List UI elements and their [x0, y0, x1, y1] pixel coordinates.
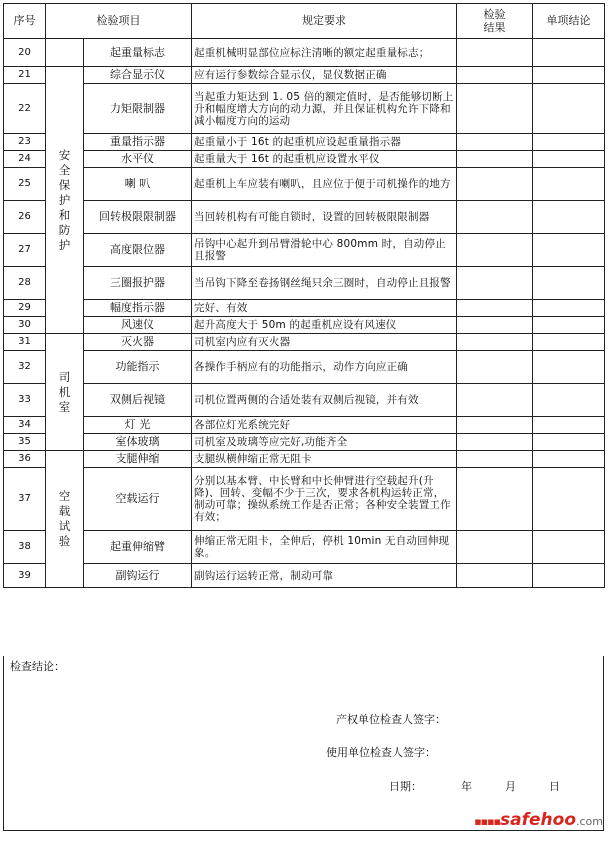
table-row [4, 84, 605, 134]
row-number: 38 [4, 531, 46, 564]
requirement-text: 司机室内应有灭火器 [192, 334, 457, 351]
table-row [4, 267, 605, 300]
group-label: 空载试验 [58, 489, 71, 548]
conclusion-cell[interactable] [533, 384, 605, 417]
requirement-text: 起重机械明显部位应标注清晰的额定起重量标志； [192, 39, 457, 67]
result-cell[interactable] [457, 451, 533, 468]
result-cell[interactable] [457, 351, 533, 384]
table-row [4, 451, 605, 468]
requirement-text: 应有运行参数综合显示仪，显仪数据正确 [192, 67, 457, 84]
inspection-item: 综合显示仪 [84, 67, 192, 84]
date-line [389, 778, 560, 794]
result-cell[interactable] [457, 384, 533, 417]
table-row [4, 417, 605, 434]
table-row [4, 151, 605, 168]
row-number: 33 [4, 384, 46, 417]
header-item: 检验项目 [46, 4, 192, 39]
inspection-item: 副钩运行 [84, 564, 192, 588]
inspection-item: 功能指示 [84, 351, 192, 384]
row-number: 31 [4, 334, 46, 351]
table-row [4, 134, 605, 151]
row-number: 22 [4, 84, 46, 134]
conclusion-cell[interactable] [533, 300, 605, 317]
group-cell-empty [46, 39, 84, 67]
inspection-item: 灭火器 [84, 334, 192, 351]
table-row [4, 67, 605, 84]
conclusion-label: 检查结论： [10, 660, 65, 673]
result-cell[interactable] [457, 300, 533, 317]
table-row [4, 468, 605, 531]
row-number: 36 [4, 451, 46, 468]
requirement-text: 支腿纵横伸缩正常无阻卡 [192, 451, 457, 468]
header-result [457, 4, 533, 39]
result-cell[interactable] [457, 134, 533, 151]
inspection-item: 力矩限制器 [84, 84, 192, 134]
inspection-item: 灯 光 [84, 417, 192, 434]
requirement-text: 司机位置两侧的合适处装有双侧后视镜，并有效 [192, 384, 457, 417]
table-row [4, 434, 605, 451]
table-row [4, 351, 605, 384]
table-row [4, 384, 605, 417]
result-cell[interactable] [457, 67, 533, 84]
conclusion-cell[interactable] [533, 168, 605, 201]
conclusion-cell[interactable] [533, 317, 605, 334]
conclusion-cell[interactable] [533, 134, 605, 151]
row-number: 39 [4, 564, 46, 588]
table-row [4, 168, 605, 201]
group-cab [46, 334, 84, 451]
row-number: 21 [4, 67, 46, 84]
result-cell[interactable] [457, 39, 533, 67]
row-number: 35 [4, 434, 46, 451]
inspection-item: 起重量标志 [84, 39, 192, 67]
inspection-item: 三圈报护器 [84, 267, 192, 300]
result-cell[interactable] [457, 84, 533, 134]
conclusion-cell[interactable] [533, 351, 605, 384]
conclusion-cell[interactable] [533, 39, 605, 67]
conclusion-cell[interactable] [533, 84, 605, 134]
requirement-text: 当回转机构有可能自锁时，设置的回转极限限制器 [192, 201, 457, 234]
requirement-text: 各部位灯光系统完好 [192, 417, 457, 434]
date-day: 日 [549, 780, 560, 793]
table-row [4, 317, 605, 334]
result-cell[interactable] [457, 468, 533, 531]
requirement-text: 完好、有效 [192, 300, 457, 317]
header-result-text: 检验结果 [483, 8, 506, 34]
row-number: 27 [4, 234, 46, 267]
requirement-text: 起升高度大于 50m 的起重机应设有风速仪 [192, 317, 457, 334]
result-cell[interactable] [457, 531, 533, 564]
requirement-text: 吊钩中心起升到吊臂滑轮中心 800mm 时，自动停止且报警 [192, 234, 457, 267]
inspection-item: 重量指示器 [84, 134, 192, 151]
inspection-item: 幅度指示器 [84, 300, 192, 317]
row-number: 20 [4, 39, 46, 67]
inspection-item: 支腿伸缩 [84, 451, 192, 468]
result-cell[interactable] [457, 317, 533, 334]
result-cell[interactable] [457, 334, 533, 351]
table-row [4, 564, 605, 588]
table-row [4, 201, 605, 234]
inspection-item: 高度限位器 [84, 234, 192, 267]
requirement-text: 各操作手柄应有的功能指示，动作方向应正确 [192, 351, 457, 384]
row-number: 30 [4, 317, 46, 334]
group-label: 安全保护和防护 [58, 147, 71, 252]
group-safety [46, 67, 84, 334]
inspection-item: 水平仪 [84, 151, 192, 168]
inspection-item: 风速仪 [84, 317, 192, 334]
requirement-text: 司机室及玻璃等应完好,功能齐全 [192, 434, 457, 451]
result-cell[interactable] [457, 151, 533, 168]
result-cell[interactable] [457, 234, 533, 267]
conclusion-cell[interactable] [533, 201, 605, 234]
group-noload [46, 451, 84, 588]
requirement-text: 副钩运行运转正常，制动可靠 [192, 564, 457, 588]
conclusion-cell[interactable] [533, 468, 605, 531]
date-month: 月 [505, 780, 516, 793]
inspection-item: 室体玻璃 [84, 434, 192, 451]
date-label: 日期： [389, 780, 422, 793]
user-signature-label: 使用单位检查人签字： [326, 746, 436, 759]
row-number: 29 [4, 300, 46, 317]
result-cell[interactable] [457, 417, 533, 434]
result-cell[interactable] [457, 434, 533, 451]
row-number: 24 [4, 151, 46, 168]
header-conclusion: 单项结论 [533, 4, 605, 39]
requirement-text: 起重机上车应装有喇叭，且应位于便于司机操作的地方 [192, 168, 457, 201]
table-row [4, 334, 605, 351]
conclusion-cell[interactable] [533, 451, 605, 468]
conclusion-cell[interactable] [533, 531, 605, 564]
table-row [4, 531, 605, 564]
owner-signature-label: 产权单位检查人签字： [336, 713, 446, 726]
requirement-text: 伸缩正常无阻卡，全伸后，停机 10min 无自动回伸现象。 [192, 531, 457, 564]
row-number: 37 [4, 468, 46, 531]
result-cell[interactable] [457, 201, 533, 234]
conclusion-cell[interactable] [533, 334, 605, 351]
requirement-text: 当吊钩下降至卷扬钢丝绳只余三圈时，自动停止且报警 [192, 267, 457, 300]
requirement-text: 起重量小于 16t 的起重机应设起重量指示器 [192, 134, 457, 151]
inspection-item: 回转极限限制器 [84, 201, 192, 234]
conclusion-cell[interactable] [533, 267, 605, 300]
inspection-item: 双侧后视镜 [84, 384, 192, 417]
date-year: 年 [461, 780, 472, 793]
conclusion-cell[interactable] [533, 67, 605, 84]
result-cell[interactable] [457, 168, 533, 201]
inspection-item: 起重伸缩臂 [84, 531, 192, 564]
row-number: 23 [4, 134, 46, 151]
row-number: 25 [4, 168, 46, 201]
header-requirement: 规定要求 [192, 4, 457, 39]
inspection-item: 空载运行 [84, 468, 192, 531]
inspection-footer [3, 656, 604, 831]
watermark-brand: safehoo [500, 810, 576, 830]
table-row [4, 234, 605, 267]
result-cell[interactable] [457, 267, 533, 300]
conclusion-cell[interactable] [533, 234, 605, 267]
result-cell[interactable] [457, 564, 533, 588]
row-number: 26 [4, 201, 46, 234]
requirement-text: 起重量大于 16t 的起重机应设置水平仪 [192, 151, 457, 168]
requirement-text: 当起重力矩达到 1. 05 倍的额定值时，是否能够切断上升和幅度增大方向的动力源，并且保证机构允许下降和减小幅度方向的运动 [192, 84, 457, 134]
conclusion-cell[interactable] [533, 564, 605, 588]
requirement-text: 分别以基本臂、中长臂和中长伸臂进行空载起升(升降)、回转、变幅不少于三次，要求各机构运转正常，制动可靠；操纵系统工作是否正常；各种安全装置工作有效； [192, 468, 457, 531]
table-row [4, 39, 605, 67]
conclusion-cell[interactable] [533, 417, 605, 434]
conclusion-cell[interactable] [533, 434, 605, 451]
inspection-table [3, 3, 605, 588]
row-number: 32 [4, 351, 46, 384]
header-row [4, 4, 605, 39]
table-row [4, 300, 605, 317]
watermark-domain: .com [576, 815, 603, 828]
header-no: 序号 [4, 4, 46, 39]
conclusion-cell[interactable] [533, 151, 605, 168]
row-number: 34 [4, 417, 46, 434]
group-label: 司机室 [58, 369, 71, 414]
watermark-logo: ▪▪▪▪safehoo.com [474, 810, 603, 830]
inspection-item: 喇 叭 [84, 168, 192, 201]
row-number: 28 [4, 267, 46, 300]
